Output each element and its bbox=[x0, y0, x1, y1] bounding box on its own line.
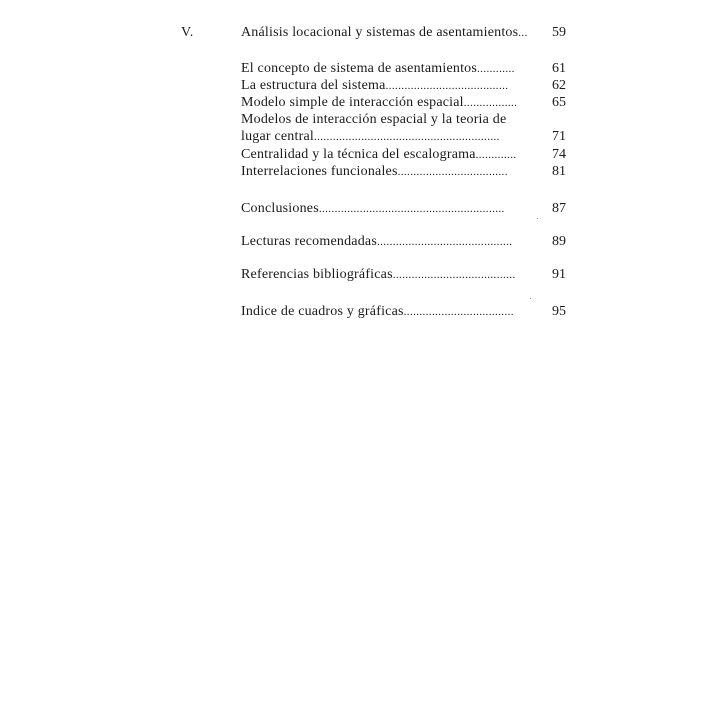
toc-entry bbox=[241, 94, 566, 112]
page-number: 62 bbox=[552, 78, 566, 93]
page-number: 89 bbox=[552, 234, 566, 249]
entry-title-line2: lugar central bbox=[241, 129, 314, 144]
toc-entry bbox=[241, 77, 566, 95]
leader-dots: ................................... bbox=[403, 306, 514, 318]
page-number: 91 bbox=[552, 267, 566, 282]
entry-title: Modelo simple de interacción espacial bbox=[241, 95, 464, 110]
leader-dots: ............. bbox=[475, 149, 517, 161]
leader-dots: ........................................................... bbox=[313, 131, 500, 143]
entry-title: El concepto de sistema de asentamientos bbox=[241, 61, 478, 76]
page-number: 59 bbox=[552, 25, 566, 40]
entry-title: Centralidad y la técnica del escalograma bbox=[241, 147, 476, 162]
toc-entry bbox=[241, 233, 566, 251]
leader-dots: ........................................................... bbox=[318, 203, 505, 215]
leader-dots: ................................... bbox=[397, 166, 508, 178]
toc-entry bbox=[241, 163, 566, 181]
entry-title-line1: Modelos de interacción espacial y la teoria de bbox=[241, 112, 507, 127]
page-number: 95 bbox=[552, 304, 566, 319]
entry-title: Análisis locacional y sistemas de asentamientos bbox=[241, 25, 519, 40]
toc-entry bbox=[241, 200, 566, 218]
leader-dots: ........................................... bbox=[376, 236, 513, 248]
page-number: 71 bbox=[552, 129, 566, 144]
scan-speck bbox=[530, 298, 531, 299]
entry-title: Interrelaciones funcionales bbox=[241, 164, 398, 179]
toc-entry bbox=[241, 303, 566, 321]
toc-entry bbox=[241, 60, 566, 78]
page-number: 61 bbox=[552, 61, 566, 76]
leader-dots: ................. bbox=[463, 97, 518, 109]
scan-speck bbox=[537, 218, 538, 219]
entry-title: Indice de cuadros y gráficas bbox=[241, 304, 404, 319]
leader-dots: ....................................... bbox=[392, 269, 516, 281]
page-number: 81 bbox=[552, 164, 566, 179]
chapter-number: V. bbox=[181, 25, 194, 40]
toc-entry bbox=[241, 146, 566, 164]
leader-dots: ... bbox=[518, 27, 528, 39]
page-number: 87 bbox=[552, 201, 566, 216]
toc-entry bbox=[241, 266, 566, 284]
toc-entry-multiline bbox=[241, 111, 566, 146]
entry-title: Referencias bibliográficas bbox=[241, 267, 393, 282]
leader-dots: ............ bbox=[477, 63, 515, 75]
page-number: 65 bbox=[552, 95, 566, 110]
toc-entry-chapter bbox=[241, 24, 566, 42]
entry-title: La estructura del sistema bbox=[241, 78, 386, 93]
page-number: 74 bbox=[552, 147, 566, 162]
leader-dots: ....................................... bbox=[385, 80, 509, 92]
entry-title-line2-wrapper bbox=[241, 128, 566, 146]
entry-title: Lecturas recomendadas bbox=[241, 234, 377, 249]
entry-title: Conclusiones bbox=[241, 201, 319, 216]
